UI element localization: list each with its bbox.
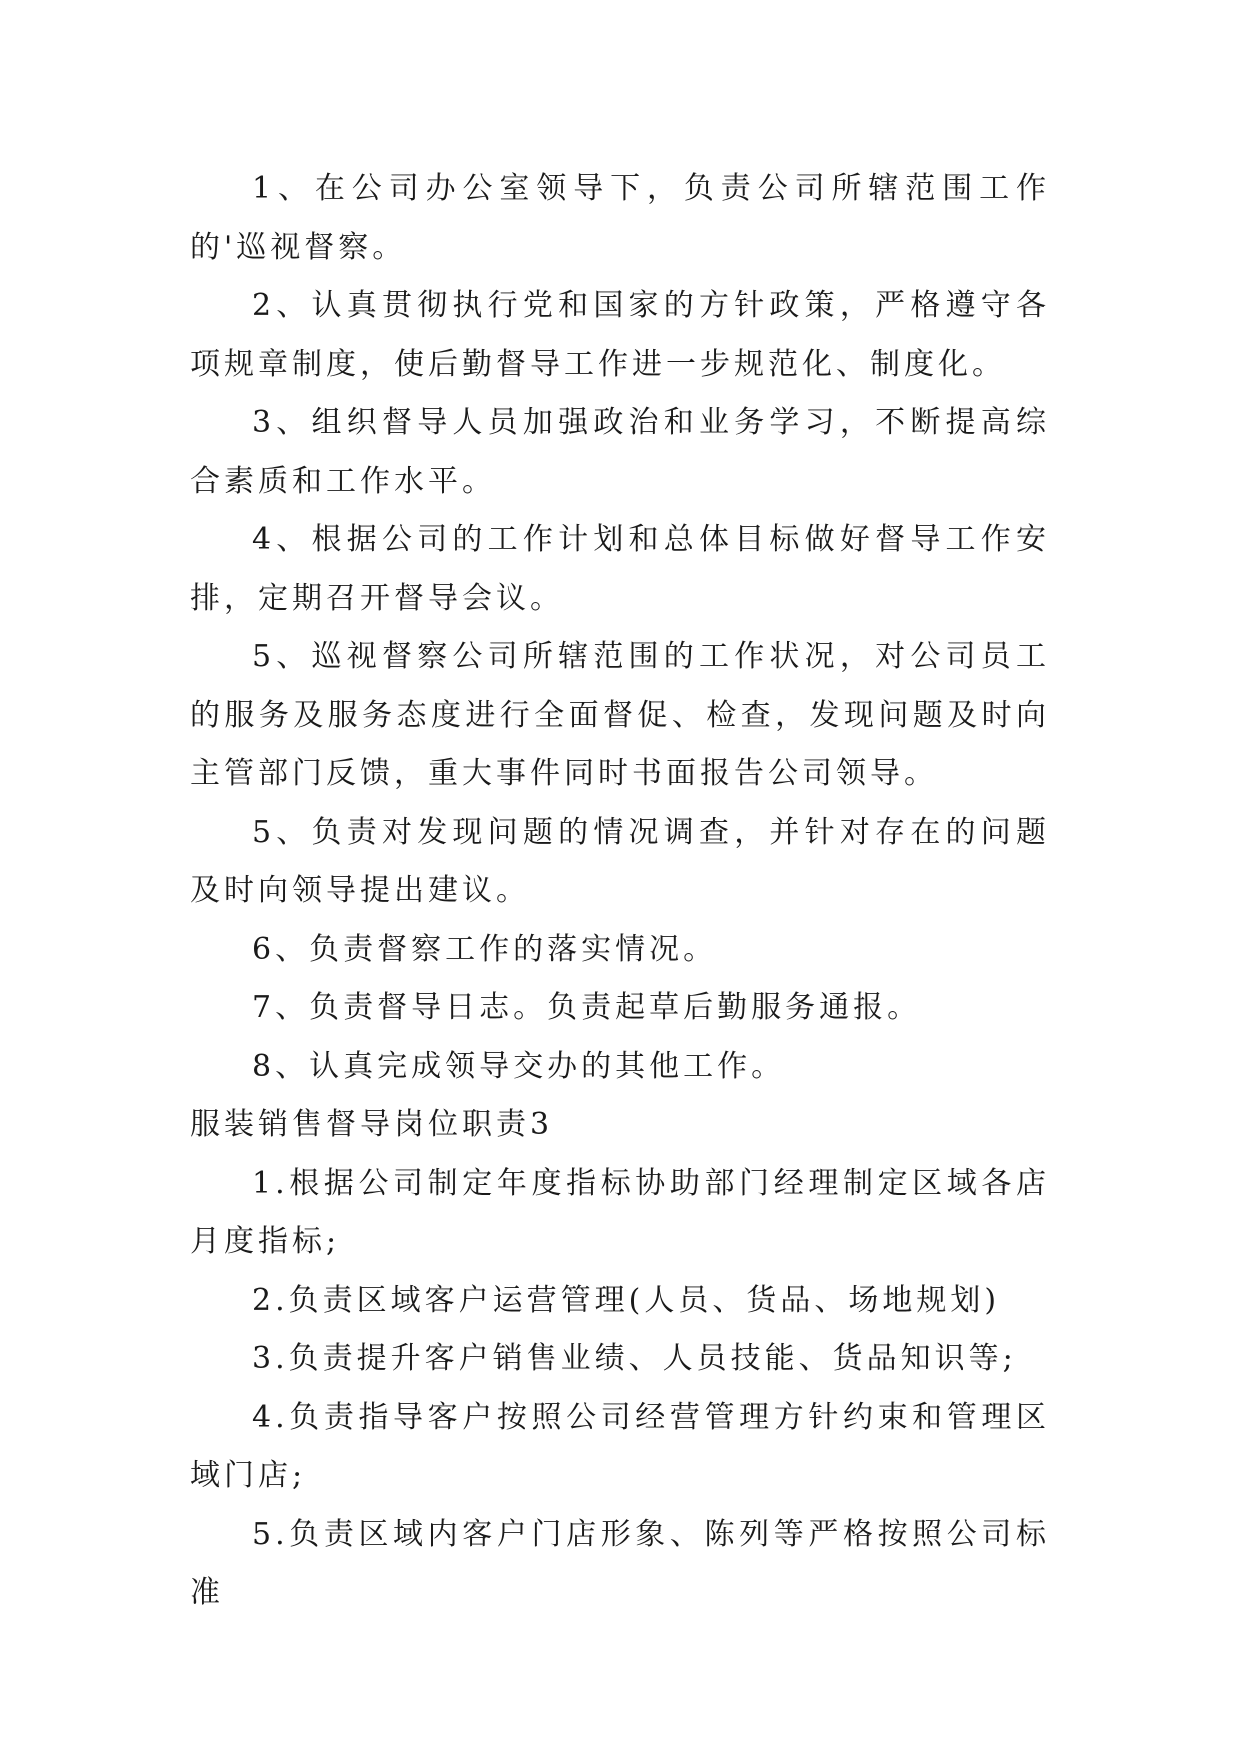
section-heading: 服装销售督导岗位职责3	[190, 1107, 554, 1142]
section-item-4: 4.负责指导客户按照公司经营管理方针约束和管理区域门店;	[190, 1399, 1050, 1493]
paragraph-item-1: 1、在公司办公室领导下，负责公司所辖范围工作的'巡视督察。	[190, 171, 1050, 265]
section-item-5: 5.负责区域内客户门店形象、陈列等严格按照公司标准	[190, 1516, 1050, 1610]
section-item-1: 1.根据公司制定年度指标协助部门经理制定区域各店月度指标;	[190, 1165, 1050, 1259]
section-item-2: 2.负责区域客户运营管理(人员、货品、场地规划)	[252, 1282, 1001, 1318]
paragraph-item-6: 6、负责督察工作的落实情况。	[252, 931, 718, 967]
paragraph-item-7: 7、负责督导日志。负责起草后勤服务通报。	[252, 990, 922, 1025]
paragraph-item-5b: 5、负责对发现问题的情况调查，并针对存在的问题及时向领导提出建议。	[190, 814, 1050, 908]
paragraph-item-2: 2、认真贯彻执行党和国家的方针政策，严格遵守各项规章制度，使后勤督导工作进一步规范化、制度化。	[190, 288, 1050, 382]
paragraph-item-3: 3、组织督导人员加强政治和业务学习，不断提高综合素质和工作水平。	[190, 405, 1050, 499]
document-body	[190, 160, 1050, 1623]
paragraph-item-8: 8、认真完成领导交办的其他工作。	[252, 1048, 786, 1084]
section-item-3: 3.负责提升客户销售业绩、人员技能、货品知识等;	[252, 1341, 1017, 1376]
paragraph-item-4: 4、根据公司的工作计划和总体目标做好督导工作安排，定期召开督导会议。	[190, 522, 1050, 616]
paragraph-item-5: 5、巡视督察公司所辖范围的工作状况，对公司员工的服务及服务态度进行全面督促、检查，发现问题及时向主管部门反馈，重大事件同时书面报告公司领导。	[190, 639, 1050, 791]
